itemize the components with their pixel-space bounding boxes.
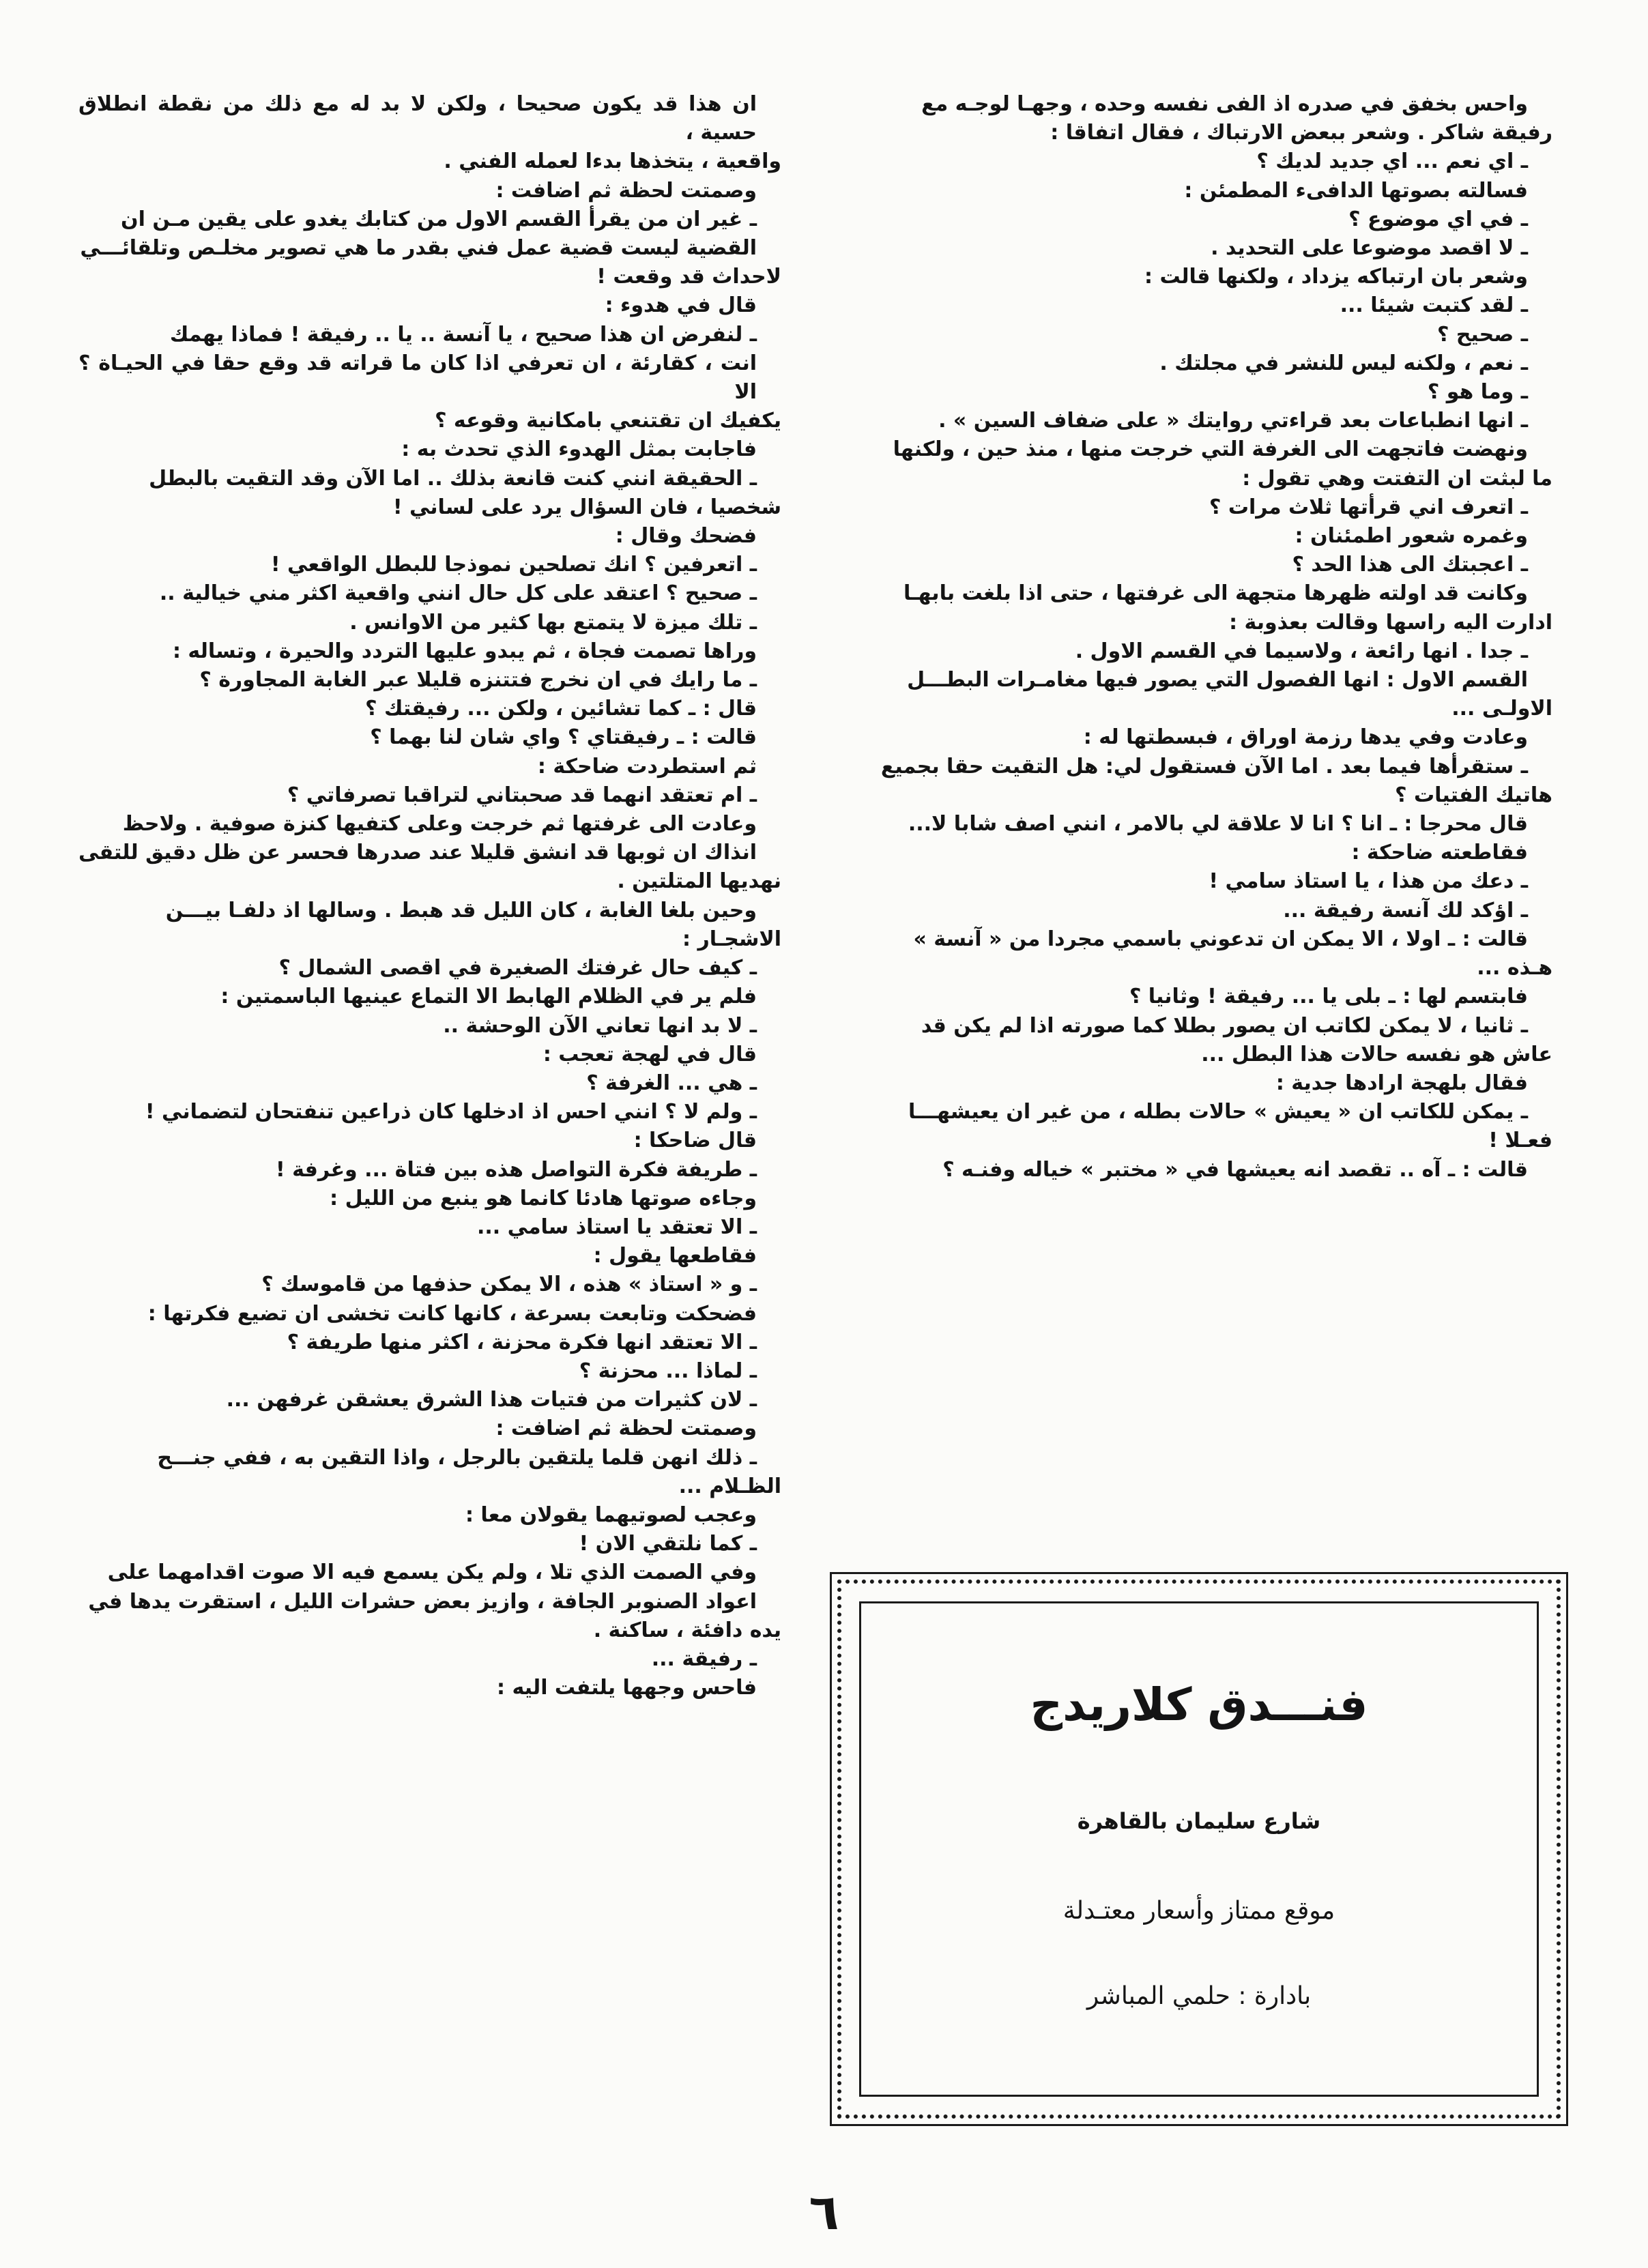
text-line: ما لبثت ان التفتت وهي تقول : [1242,466,1552,491]
text-line: فقال بلهجة ارادها جدية : [1275,1071,1528,1095]
text-line: ـ انها انطباعات بعد قراءتي روايتك « على ضفاف السين » . [938,409,1528,433]
text-line: فسالته بصوتها الدافىء المطمئن : [1184,178,1528,203]
text-line: وعادت وفي يدها رزمة اوراق ، فبسطتها له : [1083,725,1528,750]
advertisement-manager: بادارة : حلمي المباشر [1086,1982,1312,2010]
advertisement-tagline: موقع ممتاز وأسعار معتـدلة [1062,1897,1335,1925]
text-line: انذاك ان ثوبها قد انشق قليلا عند صدرها فحسر عن ظل دقيق للتقى [78,841,757,865]
text-line: الاولـى ... [1451,697,1552,721]
text-line: وعجب لصوتيهما يقولان معا : [465,1502,757,1527]
text-line: وجاءه صوتها هادئا كانما هو ينبع من الليل : [330,1186,757,1210]
text-line: ـ الا تعتقد انها فكرة محزنة ، اكثر منها طريفة ؟ [287,1330,757,1354]
text-line: ـ اعجبتك الى هذا الحد ؟ [1292,553,1528,577]
text-line: هـذه ... [1477,956,1552,980]
text-line: فضحك وقال : [615,524,757,549]
text-line: قالت : ـ اولا ، الا يمكن ان تدعوني باسمي مجردا من « آنسة » [913,927,1528,951]
advertisement-inner-frame [859,1601,1539,2097]
text-line: الظـلام ... [678,1474,781,1498]
text-line: وصمتت لحظة ثم اضافت : [495,1416,757,1441]
text-line: قال محرجا : ـ انا ؟ انا لا علاقة لي بالامر ، انني اصف شابا لا... [908,812,1528,837]
text-line: ـ لماذا ... محزنة ؟ [579,1358,757,1383]
text-line: انت ، كقارئة ، ان تعرفي اذا كان ما قراته قد وقع حقا في الحيـاة ؟ الا [78,351,757,405]
text-line: ـ دعك من هذا ، يا استاذ سامي ! [1209,869,1528,894]
text-line: شخصيا ، فان السؤال يرد على لساني ! [392,495,781,519]
text-line: فاجابت بمثل الهدوء الذي تحدث به : [401,437,757,462]
text-line: لاحداث قد وقعت ! [596,265,781,289]
text-line: قال ضاحكا : [633,1129,757,1153]
text-line: قال في هدوء : [605,293,757,318]
text-line: ـ ذلك انهن قلما يلتقين بالرجل ، واذا التقين به ، ففي جنـــح [157,1445,757,1470]
article-column-right [843,90,1552,1184]
text-line: الاشجـار : [682,927,781,951]
text-line: ان هذا قد يكون صحيحا ، ولكن لا بد له مع ذلك من نقطة انطلاق حسية ، [78,92,757,145]
text-line: ـ الا تعتقد يا استاذ سامي ... [476,1215,757,1239]
text-line: فضحكت وتابعت بسرعة ، كانها كانت تخشى ان تضيع فكرتها : [147,1301,757,1326]
article-column-left [78,90,781,1702]
text-line: ـ هي ... الغرفة ؟ [586,1071,757,1095]
text-line: قالت : ـ رفيقتاي ؟ واي شان لنا بهما ؟ [370,725,757,750]
text-line: وراها تصمت فجاة ، ثم يبدو عليها التردد والحيرة ، وتساله : [172,639,757,663]
text-line: ـ لا بد انها تعاني الآن الوحشة .. [443,1013,757,1038]
page-number: ٦ [809,2183,839,2241]
text-line: ـ اتعرف اني قرأتها ثلاث مرات ؟ [1209,495,1528,519]
text-line: ثم استطردت ضاحكة : [537,754,757,779]
text-line: وحين بلغا الغابة ، كان الليل قد هبط . وسالها اذ دلفـا بيـــن [165,898,757,922]
text-line: ـ لان كثيرات من فتيات هذا الشرق يعشقن غرفهن ... [226,1388,757,1412]
text-line: ـ نعم ، ولكنه ليس للنشر في مجلتك . [1159,351,1528,375]
text-line: ـ ثانيا ، لا يمكن لكاتب ان يصور بطلا كما صورته اذا لم يكن قد [921,1013,1528,1038]
text-line: ادارت اليه راسها وقالت بعذوبة : [1229,610,1552,635]
text-line: ـ و « استاذ » هذه ، الا يمكن حذفها من قاموسك ؟ [261,1273,757,1297]
text-line: ـ يمكن للكاتب ان « يعيش » حالات بطله ، من غير ان يعيشهـــا [908,1100,1528,1124]
text-line: ـ كما نلتقي الان ! [579,1532,757,1556]
text-line: ـ اؤكد لك آنسة رفيقة ... [1283,898,1528,922]
text-line: ـ لا اقصد موضوعا على التحديد . [1211,236,1528,261]
text-line: ـ لقد كتبت شيئا ... [1340,293,1528,318]
text-line: رفيقة شاكر . وشعر ببعض الارتباك ، فقال اتفاقا : [1050,121,1552,145]
text-line: القسم الاول : انها الفصول التي يصور فيها مغامـرات البطـــل [907,668,1528,693]
text-line: وشعر بان ارتباكه يزداد ، ولكنها قالت : [1144,265,1528,289]
text-line: ـ صحيح ؟ [1436,322,1528,347]
text-line: قال : ـ كما تشائين ، ولكن ... رفيقتك ؟ [365,697,757,721]
text-line: ـ كيف حال غرفتك الصغيرة في اقصى الشمال ؟ [278,956,757,980]
text-line: ـ تلك ميزة لا يتمتع بها كثير من الاوانس . [349,610,757,635]
text-line: ـ جدا . انها رائعة ، ولاسيما في القسم الاول . [1075,639,1528,663]
text-line: ـ ما رايك في ان نخرج فتتنزه قليلا عبر الغابة المجاورة ؟ [199,668,757,693]
text-line: ـ اتعرفين ؟ انك تصلحين نموذجا للبطل الواقعي ! [270,553,757,577]
text-line: وعادت الى غرفتها ثم خرجت وعلى كتفيها كنزة صوفية . ولاحظ [122,812,757,837]
text-line: واقعية ، يتخذها بدءا لعمله الفني . [444,149,781,174]
text-line: وغمره شعور اطمئنان : [1295,524,1528,549]
text-line: ـ ستقرأها فيما بعد . اما الآن فستقول لي: هل التقيت حقا بجميع [880,754,1528,779]
text-line: يده دافئة ، ساكنة . [593,1618,781,1642]
text-line: فابتسم لها : ـ بلى يا ... رفيقة ! وثانيا ؟ [1129,985,1528,1009]
text-line: ـ وما هو ؟ [1427,380,1528,405]
advertisement-title: فنـــدق كلاريدج [1030,1678,1368,1731]
text-line: ـ لنفرض ان هذا صحيح ، يا آنسة .. يا .. رفيقة ! فماذا يهمك [169,322,757,347]
text-line: فقاطعته ضاحكة : [1351,841,1528,865]
text-line: ـ طريفة فكرة التواصل هذه بين فتاة ... وغرفة ! [275,1157,757,1182]
text-line: هاتيك الفتيات ؟ [1395,783,1552,807]
text-line: ـ الحقيقة انني كنت قانعة بذلك .. اما الآن وقد التقيت بالبطل [149,466,757,491]
text-line: فعـلا ! [1488,1129,1552,1153]
text-line: فقاطعها يقول : [593,1244,757,1268]
advertisement-address: شارع سليمان بالقاهرة [1077,1808,1321,1834]
text-line: وصمتت لحظة ثم اضافت : [495,178,757,203]
text-line: القضية ليست قضية عمل فني بقدر ما هي تصوير مخلـص وتلقائـــي [80,236,757,261]
text-line: عاش هو نفسه حالات هذا البطل ... [1201,1042,1552,1066]
text-line: اعواد الصنوبر الجافة ، وازيز بعض حشرات الليل ، استقرت يدها في [88,1589,757,1614]
text-line: يكفيك ان تقتنعي بامكانية وقوعه ؟ [435,409,781,433]
text-line: ونهضت فاتجهت الى الغرفة التي خرجت منها ، منذ حين ، ولكنها [893,437,1528,462]
text-line: ـ صحيح ؟ اعتقد على كل حال انني واقعية اكثر مني خيالية .. [159,581,757,606]
text-line: ـ رفيقة ... [651,1646,757,1671]
text-line: وكانت قد اولته ظهرها متجهة الى غرفتها ، حتى اذا بلغت بابهـا [903,581,1528,606]
text-line: فاحس وجهها يلتفت اليه : [497,1676,757,1700]
text-line: ـ اي نعم ... اي جديد لديك ؟ [1256,149,1528,174]
text-line: وفي الصمت الذي تلا ، ولم يكن يسمع فيه الا صوت اقدامهما على [107,1560,757,1585]
text-line: قال في لهجة تعجب : [543,1042,757,1066]
text-line: ـ ام تعتقد انهما قد صحبتاني لتراقبا تصرفاتي ؟ [287,783,757,807]
text-line: قالت : ـ آه .. تقصد انه يعيشها في « مختبر » خياله وفنـه ؟ [942,1157,1528,1182]
text-line: ـ غير ان من يقرأ القسم الاول من كتابك يغدو على يقين مـن ان [121,207,757,231]
text-line: ـ ولم لا ؟ انني احس اذ ادخلها كان ذراعين تنفتحان لتضماني ! [145,1100,757,1124]
text-line: واحس بخفق في صدره اذ الفى نفسه وحده ، وجهـا لوجـه مع [921,92,1528,116]
text-line: نهديها المتلتين . [617,869,781,894]
text-line: ـ في اي موضوع ؟ [1348,207,1528,231]
text-line: فلم ير في الظلام الهابط الا التماع عينيها الباسمتين : [220,985,757,1009]
hotel-advertisement [837,1580,1561,2119]
